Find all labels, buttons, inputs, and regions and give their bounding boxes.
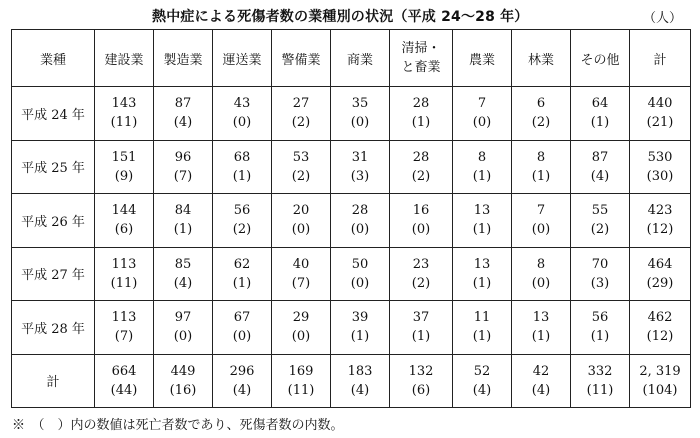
injury-count: 37: [412, 310, 430, 326]
death-count: (2): [232, 222, 252, 238]
injury-count: 52: [473, 363, 491, 379]
table-cell: [213, 194, 272, 248]
table-row: [12, 247, 691, 301]
injury-count: 50: [351, 256, 369, 272]
injury-count: 664: [111, 363, 137, 379]
injury-count: 8: [477, 149, 487, 165]
row-label: 平成 28 年: [12, 301, 95, 355]
death-count: (7): [291, 275, 311, 291]
table-cell: [213, 87, 272, 141]
table-cell: [512, 354, 571, 408]
death-count: (4): [232, 382, 252, 398]
table-cell: [95, 87, 154, 141]
table-cell: [272, 87, 331, 141]
injury-count: 13: [532, 310, 550, 326]
death-count: (0): [411, 222, 431, 238]
injury-count: 87: [174, 96, 192, 112]
death-count: (29): [646, 275, 674, 291]
injury-count: 28: [351, 203, 369, 219]
death-count: (1): [472, 168, 492, 184]
row-label: 平成 26 年: [12, 194, 95, 248]
header-cell: 警備業: [272, 30, 331, 87]
table-cell: [453, 140, 512, 194]
injury-count: 87: [591, 149, 609, 165]
injury-count: 42: [532, 363, 550, 379]
death-count: (3): [350, 168, 370, 184]
table-cell: [213, 354, 272, 408]
death-count: (2): [411, 168, 431, 184]
death-count: (0): [472, 115, 492, 131]
table-cell: [95, 247, 154, 301]
header-cell: その他: [571, 30, 630, 87]
death-count: (7): [173, 168, 193, 184]
table-cell: [154, 194, 213, 248]
injury-count: 56: [591, 310, 609, 326]
table-cell: [571, 194, 630, 248]
death-count: (2): [291, 115, 311, 131]
death-count: (0): [291, 222, 311, 238]
table-title-bar: [0, 2, 700, 28]
injury-count: 27: [292, 96, 310, 112]
table-cell: [630, 140, 691, 194]
table-cell: [390, 140, 453, 194]
death-count: (44): [110, 382, 138, 398]
death-count: (0): [531, 275, 551, 291]
death-count: (4): [590, 168, 610, 184]
death-count: (12): [646, 222, 674, 238]
header-cell: [390, 30, 453, 87]
table-cell: [630, 194, 691, 248]
injury-count: 97: [174, 310, 192, 326]
death-count: (3): [590, 275, 610, 291]
table-title: 熱中症による死傷者数の業種別の状況（平成 24〜28 年）: [152, 9, 529, 25]
footnote: ※ （ ）内の数値は死亡者数であり、死傷者数の内数。: [12, 418, 344, 433]
injury-count: 64: [591, 96, 609, 112]
death-count: (0): [232, 329, 252, 345]
injury-count: 113: [111, 256, 137, 272]
injury-count: 132: [408, 363, 434, 379]
table-cell: [453, 354, 512, 408]
injury-count: 53: [292, 149, 310, 165]
table-cell: [331, 301, 390, 355]
injury-count: 29: [292, 310, 310, 326]
injury-count: 13: [473, 256, 491, 272]
injury-count: 13: [473, 203, 491, 219]
table-cell: [272, 140, 331, 194]
table-cell: [95, 354, 154, 408]
header-cell: 計: [630, 30, 691, 87]
table-cell: [630, 247, 691, 301]
death-count: (2): [291, 168, 311, 184]
table-cell: [512, 247, 571, 301]
death-count: (2): [411, 275, 431, 291]
table-cell: [213, 301, 272, 355]
injury-count: 462: [647, 310, 673, 326]
table-cell: [390, 194, 453, 248]
table-cell: [331, 354, 390, 408]
injury-count: 113: [111, 310, 137, 326]
header-cell: 農業: [453, 30, 512, 87]
injury-count: 84: [174, 203, 192, 219]
injury-count: 143: [111, 96, 137, 112]
table-row: [12, 140, 691, 194]
death-count: (2): [590, 222, 610, 238]
death-count: (1): [472, 329, 492, 345]
injury-count: 296: [229, 363, 255, 379]
table-cell: [630, 354, 691, 408]
table-cell: [272, 247, 331, 301]
death-count: (4): [350, 382, 370, 398]
table-row: [12, 194, 691, 248]
death-count: (4): [173, 275, 193, 291]
table-cell: [571, 301, 630, 355]
table-cell: [512, 140, 571, 194]
death-count: (0): [232, 115, 252, 131]
table-cell: [331, 87, 390, 141]
row-label: 計: [12, 354, 95, 408]
death-count: (7): [114, 329, 134, 345]
header-cell: 林業: [512, 30, 571, 87]
death-count: (2): [531, 115, 551, 131]
death-count: (1): [232, 168, 252, 184]
header-cell: 業種: [12, 30, 95, 87]
death-count: (1): [232, 275, 252, 291]
injury-count: 464: [647, 256, 673, 272]
death-count: (1): [472, 275, 492, 291]
death-count: (0): [291, 329, 311, 345]
death-count: (4): [472, 382, 492, 398]
death-count: (1): [350, 329, 370, 345]
injury-count: 7: [536, 203, 546, 219]
header-cell: 商業: [331, 30, 390, 87]
header-row: [12, 30, 691, 87]
table-cell: [95, 194, 154, 248]
death-count: (0): [350, 222, 370, 238]
death-count: (11): [110, 275, 138, 291]
injury-count: 449: [170, 363, 196, 379]
row-label: 平成 27 年: [12, 247, 95, 301]
death-count: (11): [287, 382, 315, 398]
injury-count: 6: [536, 96, 546, 112]
row-label: 平成 25 年: [12, 140, 95, 194]
table-cell: [331, 194, 390, 248]
table-cell: [95, 301, 154, 355]
death-count: (12): [646, 329, 674, 345]
injury-count: 31: [351, 149, 369, 165]
table-cell: [154, 140, 213, 194]
death-count: (1): [411, 329, 431, 345]
injury-count: 55: [591, 203, 609, 219]
injury-count: 28: [412, 96, 430, 112]
death-count: (6): [411, 382, 431, 398]
injury-count: 28: [412, 149, 430, 165]
injury-count: 56: [233, 203, 251, 219]
table-cell: [154, 354, 213, 408]
death-count: (0): [173, 329, 193, 345]
injury-count: 144: [111, 203, 137, 219]
injury-count: 169: [288, 363, 314, 379]
table-cell: [512, 87, 571, 141]
death-count: (0): [350, 115, 370, 131]
injury-count: 20: [292, 203, 310, 219]
table-cell: [272, 354, 331, 408]
death-count: (1): [590, 115, 610, 131]
table-cell: [571, 140, 630, 194]
injury-count: 530: [647, 149, 673, 165]
injury-count: 96: [174, 149, 192, 165]
injury-count: 35: [351, 96, 369, 112]
death-count: (4): [173, 115, 193, 131]
table-cell: [154, 87, 213, 141]
death-count: (16): [169, 382, 197, 398]
table-cell: [272, 301, 331, 355]
injury-count: 183: [347, 363, 373, 379]
death-count: (30): [646, 168, 674, 184]
table-cell: [512, 194, 571, 248]
table-cell: [272, 194, 331, 248]
death-count: (9): [114, 168, 134, 184]
table-cell: [154, 301, 213, 355]
injury-count: 43: [233, 96, 251, 112]
unit-label: （人）: [642, 11, 682, 26]
injury-count: 62: [233, 256, 251, 272]
death-count: (1): [590, 329, 610, 345]
table-cell: [213, 140, 272, 194]
injury-count: 16: [412, 203, 430, 219]
death-count: (4): [531, 382, 551, 398]
header-cell-line: 清掃・: [401, 41, 441, 56]
injury-count: 151: [111, 149, 137, 165]
death-count: (11): [586, 382, 614, 398]
table-cell: [331, 247, 390, 301]
table-cell: [390, 247, 453, 301]
table-row: [12, 354, 691, 408]
injury-count: 2, 319: [639, 363, 681, 379]
table-cell: [331, 140, 390, 194]
table-row: [12, 87, 691, 141]
table-cell: [630, 87, 691, 141]
table-cell: [512, 301, 571, 355]
injury-count: 68: [233, 149, 251, 165]
table-cell: [390, 87, 453, 141]
table-cell: [453, 194, 512, 248]
header-cell: 製造業: [154, 30, 213, 87]
death-count: (1): [472, 222, 492, 238]
injury-count: 8: [536, 149, 546, 165]
injury-count: 70: [591, 256, 609, 272]
table-cell: [453, 247, 512, 301]
death-count: (21): [646, 115, 674, 131]
death-count: (1): [411, 115, 431, 131]
injury-count: 332: [587, 363, 613, 379]
table-row: [12, 301, 691, 355]
heatstroke-table: [11, 29, 691, 408]
table-cell: [630, 301, 691, 355]
death-count: (0): [531, 222, 551, 238]
death-count: (6): [114, 222, 134, 238]
injury-count: 39: [351, 310, 369, 326]
injury-count: 40: [292, 256, 310, 272]
table-cell: [390, 301, 453, 355]
header-cell: 建設業: [95, 30, 154, 87]
table-cell: [453, 87, 512, 141]
death-count: (0): [350, 275, 370, 291]
table-cell: [390, 354, 453, 408]
injury-count: 423: [647, 203, 673, 219]
table-cell: [571, 354, 630, 408]
injury-count: 440: [647, 96, 673, 112]
injury-count: 23: [412, 256, 430, 272]
header-cell-line: と畜業: [401, 60, 441, 75]
injury-count: 67: [233, 310, 251, 326]
injury-count: 7: [477, 96, 487, 112]
table-cell: [571, 247, 630, 301]
table-cell: [453, 301, 512, 355]
table-cell: [95, 140, 154, 194]
table-cell: [213, 247, 272, 301]
injury-count: 11: [473, 310, 491, 326]
death-count: (104): [642, 382, 678, 398]
death-count: (1): [531, 329, 551, 345]
death-count: (11): [110, 115, 138, 131]
death-count: (1): [531, 168, 551, 184]
row-label: 平成 24 年: [12, 87, 95, 141]
table-cell: [571, 87, 630, 141]
table-cell: [154, 247, 213, 301]
header-cell: 運送業: [213, 30, 272, 87]
injury-count: 85: [174, 256, 192, 272]
death-count: (1): [173, 222, 193, 238]
injury-count: 8: [536, 256, 546, 272]
